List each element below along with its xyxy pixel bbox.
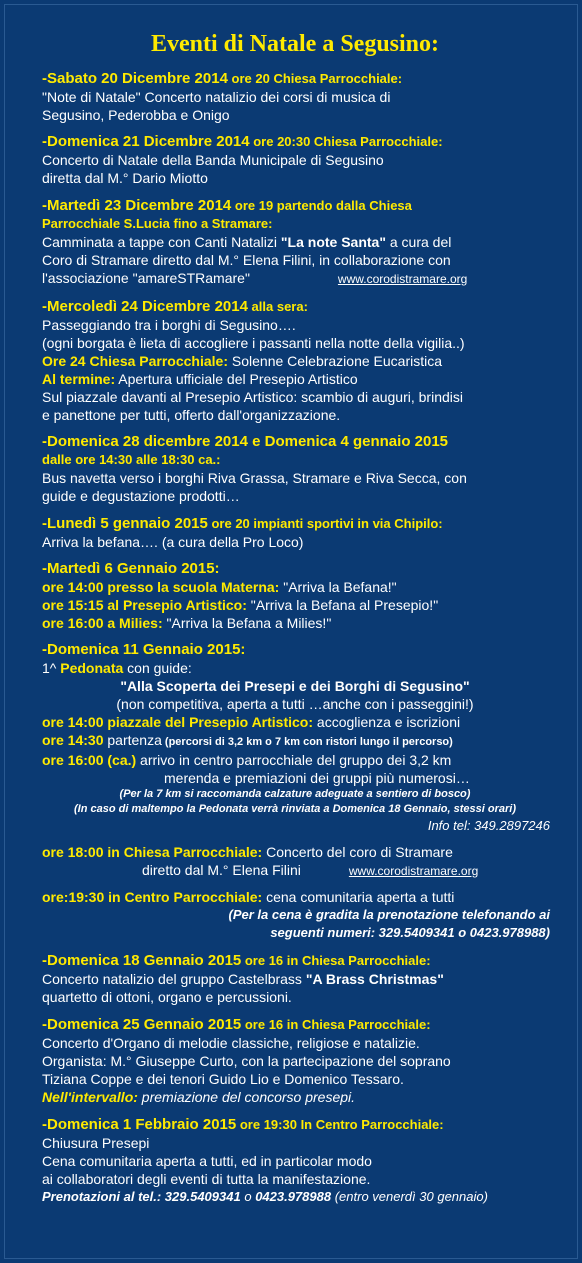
event-song-title: "La note Santa" (280, 234, 386, 250)
event-line: Arriva la befana…. (a cura della Pro Loco) (42, 534, 304, 550)
maltempo-note: (In caso di maltempo la Pedonata verrà rinviata a Domenica 18 Gennaio, stessi orari) (74, 803, 516, 815)
event-date: -Mercoledì 24 Dicembre 2014 (42, 298, 248, 315)
event-location-cont: Parrocchiale S.Lucia fino a Stramare: (42, 216, 273, 231)
event-line: "Note di Natale" Concerto natalizio dei corsi di musica di (42, 89, 391, 105)
event-1-febbraio (42, 1115, 548, 1206)
event-line: diretto dal M.° Elena Filini (142, 862, 301, 878)
event-line: Apertura ufficiale del Presepio Artistico (115, 371, 358, 387)
event-line: e panettone per tutti, offerto dall'organizzazione. (42, 407, 341, 423)
event-date: -Martedì 6 Gennaio 2015: (42, 560, 220, 577)
event-time: ore 16:00 (ca.) (42, 752, 137, 768)
event-line: Chiusura Presepi (42, 1135, 150, 1151)
event-6-gennaio (42, 560, 548, 632)
event-line: (non competitiva, aperta a tutti …anche con i passeggini!) (116, 696, 474, 712)
prenotazioni-phone-2: 0423.978988 (255, 1189, 332, 1204)
event-line: (entro venerdì 30 gennaio) (331, 1189, 488, 1204)
event-28-dicembre-4-gennaio (42, 433, 548, 505)
event-date: -Lunedì 5 gennaio 2015 (42, 515, 208, 532)
event-line: quartetto di ottoni, organo e percussioni. (42, 989, 292, 1005)
event-date: -Sabato 20 Dicembre 2014 (42, 70, 228, 87)
event-line: accoglienza e iscrizioni (313, 714, 461, 730)
cena-phones: seguenti numeri: 329.5409341 o 0423.978988) (270, 925, 550, 940)
event-label: Al termine: (42, 371, 116, 387)
event-date: -Domenica 11 Gennaio 2015: (42, 641, 246, 658)
event-5-gennaio (42, 514, 548, 551)
event-date: -Domenica 25 Gennaio 2015 (42, 1016, 242, 1033)
event-line: Camminata a tappe con Canti Natalizi (42, 234, 281, 250)
event-time-location: ore:19:30 in Centro Parrocchiale: (42, 889, 263, 905)
event-line: Passeggiando tra i borghi di Segusino…. (42, 317, 296, 333)
event-location: ore 20 Chiesa Parrocchiale: (227, 71, 403, 86)
percorso-note: (Per la 7 km si raccomanda calzature adeguate a sentiero di bosco) (119, 788, 471, 800)
percorsi-note: (percorsi di 3,2 km o 7 km con ristori lungo il percorso) (161, 736, 453, 748)
event-date: -Domenica 28 dicembre 2014 e Domenica 4 gennaio 2015 (42, 433, 449, 450)
page-title: Eventi di Natale a Segusino: (150, 31, 440, 57)
event-11-gennaio (42, 641, 548, 942)
event-line: "Arriva la Befana al Presepio!" (246, 597, 439, 613)
event-line: partenza (103, 732, 162, 748)
event-line: Sul piazzale davanti al Presepio Artistico: scambio di auguri, brindisi (42, 389, 463, 405)
event-location: ore 19 partendo dalla Chiesa (231, 198, 412, 213)
event-time-location: ore 15:15 al Presepio Artistico: (42, 597, 247, 613)
concert-title: "A Brass Christmas" (305, 971, 444, 987)
event-24-dicembre (42, 297, 548, 424)
event-line: Cena comunitaria aperta a tutti, ed in particolar modo (42, 1153, 372, 1169)
event-line: Concerto natalizio del gruppo Castelbrass (42, 971, 306, 987)
event-time-location: ore 16:00 a Milies: (42, 615, 163, 631)
event-line: Concerto d'Organo di melodie classiche, religiose e natalizie. (42, 1035, 420, 1051)
event-line: merenda e premiazioni dei gruppi più numerosi… (164, 770, 470, 786)
event-line: premiazione del concorso presepi. (137, 1089, 356, 1105)
event-time: ore 14:30 (42, 732, 104, 748)
event-line: Organista: M.° Giuseppe Curto, con la partecipazione del soprano (42, 1053, 451, 1069)
event-location: ore 16 in Chiesa Parrocchiale: (241, 953, 431, 968)
coro-stramare-link[interactable]: www.corodistramare.org (337, 272, 468, 286)
event-location: ore 20:30 Chiesa Parrocchiale: (249, 134, 443, 149)
event-time-location: ore 18:00 in Chiesa Parrocchiale: (42, 844, 263, 860)
event-line: Bus navetta verso i borghi Riva Grassa, Stramare e Riva Secca, con (42, 470, 467, 486)
event-line: "Arriva la Befana!" (279, 579, 397, 595)
event-location: ore 19:30 In Centro Parrocchiale: (236, 1117, 444, 1132)
event-date: -Domenica 18 Gennaio 2015 (42, 952, 242, 969)
event-line: Tiziana Coppe e dei tenori Guido Lio e Domenico Tessaro. (42, 1071, 404, 1087)
event-line: Solenne Celebrazione Eucaristica (228, 353, 443, 369)
info-phone: Info tel: 349.2897246 (427, 818, 550, 833)
cena-note: (Per la cena è gradita la prenotazione telefonando ai (228, 907, 550, 922)
coro-stramare-link-2[interactable]: www.corodistramare.org (348, 864, 479, 878)
event-line: Concerto di Natale della Banda Municipale di Segusino (42, 152, 384, 168)
event-date: -Martedì 23 Dicembre 2014 (42, 197, 232, 214)
event-location: ore 16 in Chiesa Parrocchiale: (241, 1017, 431, 1032)
event-line: 1^ (42, 660, 61, 676)
event-line: ai collaboratori degli eventi di tutta la manifestazione. (42, 1171, 371, 1187)
event-line: (ogni borgata è lieta di accogliere i passanti nella notte della vigilia..) (42, 335, 465, 351)
event-line: o (240, 1189, 256, 1204)
event-location: dalle ore 14:30 alle 18:30 ca.: (42, 452, 221, 467)
event-time-location: ore 14:00 piazzale del Presepio Artistico: (42, 714, 314, 730)
event-time-location: ore 14:00 presso la scuola Materna: (42, 579, 280, 595)
event-line: "Arriva la Befana a Milies!" (162, 615, 332, 631)
event-location: alla sera: (247, 299, 308, 314)
pedonata-label: Pedonata (60, 660, 124, 676)
event-25-gennaio (42, 1015, 548, 1106)
event-line: a cura del (385, 234, 452, 250)
event-line: Segusino, Pederobba e Onigo (42, 107, 230, 123)
event-line: cena comunitaria aperta a tutti (262, 889, 455, 905)
event-20-dicembre (42, 69, 548, 124)
event-21-dicembre (42, 132, 548, 187)
event-18-gennaio (42, 951, 548, 1006)
event-date: -Domenica 1 Febbraio 2015 (42, 1116, 237, 1133)
event-time-location: Ore 24 Chiesa Parrocchiale: (42, 353, 228, 369)
event-date: -Domenica 21 Dicembre 2014 (42, 133, 250, 150)
event-line: diretta dal M.° Dario Miotto (42, 170, 208, 186)
event-23-dicembre (42, 196, 548, 288)
prenotazioni-phone: Prenotazioni al tel.: 329.5409341 (42, 1189, 241, 1204)
event-line: l'associazione "amareSTRamare" (42, 270, 250, 286)
pedonata-title: "Alla Scoperta dei Presepi e dei Borghi di Segusino" (120, 678, 470, 694)
event-line: Coro di Stramare diretto dal M.° Elena Filini, in collaborazione con (42, 252, 451, 268)
event-line: arrivo in centro parrocchiale del gruppo dei 3,2 km (136, 752, 452, 768)
event-location: ore 20 impianti sportivi in via Chipilo: (207, 516, 443, 531)
event-line: guide e degustazione prodotti… (42, 488, 240, 504)
event-line: con guide: (123, 660, 192, 676)
event-line: Concerto del coro di Stramare (262, 844, 453, 860)
event-label: Nell'intervallo: (42, 1089, 138, 1105)
